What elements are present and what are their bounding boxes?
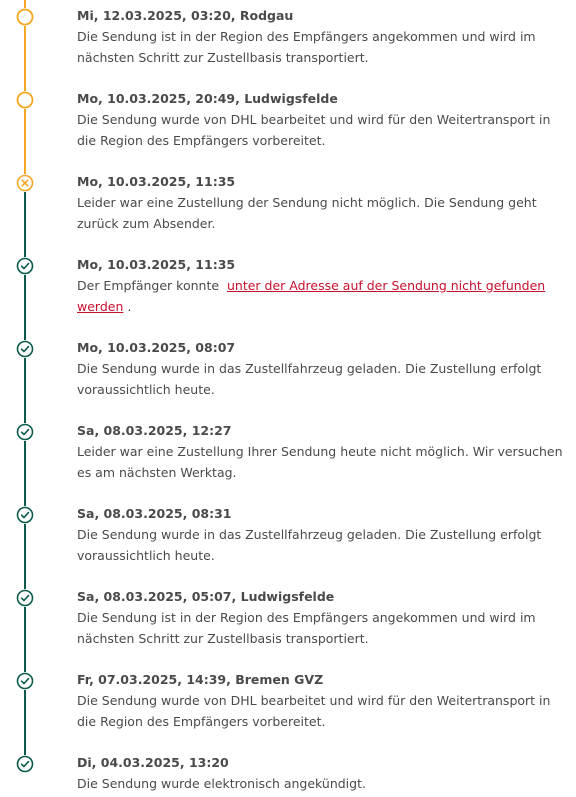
event-title: Mo, 10.03.2025, 20:49, Ludwigsfelde — [77, 91, 338, 106]
event-title: Mi, 12.03.2025, 03:20, Rodgau — [77, 8, 294, 23]
check-circle-icon — [16, 755, 34, 773]
event-title: Sa, 08.03.2025, 08:31 — [77, 506, 232, 521]
event-description: Leider war eine Zustellung der Sendung nicht möglich. Die Sendung geht zurück zum Absender. — [77, 195, 537, 231]
check-circle-icon — [16, 423, 34, 441]
event-description-text: Der Empfänger konnte — [77, 278, 220, 293]
event-title: Di, 04.03.2025, 13:20 — [77, 755, 229, 770]
event-description — [77, 275, 565, 317]
check-circle-icon — [16, 589, 34, 607]
event-description: Die Sendung wurde von DHL bearbeitet und wird für den Weitertransport in die Region des Empfängers vorbereitet. — [77, 693, 551, 729]
event-description: Leider war eine Zustellung Ihrer Sendung heute nicht möglich. Wir versuchen es am nächsten Werktag. — [77, 444, 563, 480]
event-title: Mo, 10.03.2025, 11:35 — [77, 174, 236, 189]
event-title: Mo, 10.03.2025, 08:07 — [77, 340, 236, 355]
x-circle-icon — [16, 174, 34, 192]
event-title: Mo, 10.03.2025, 11:35 — [77, 257, 236, 272]
event-description: Die Sendung ist in der Region des Empfängers angekommen und wird im nächsten Schritt zur Zustellbasis transportiert. — [77, 610, 536, 646]
event-description: Die Sendung wurde in das Zustellfahrzeug geladen. Die Zustellung erfolgt voraussichtlich heute. — [77, 527, 542, 563]
event-description: Die Sendung wurde in das Zustellfahrzeug geladen. Die Zustellung erfolgt voraussichtlich heute. — [77, 361, 542, 397]
event-description-end: . — [127, 299, 132, 314]
check-circle-icon — [16, 672, 34, 690]
circle-icon — [16, 8, 34, 26]
check-circle-icon — [16, 257, 34, 275]
event-title: Fr, 07.03.2025, 14:39, Bremen GVZ — [77, 672, 324, 687]
check-circle-icon — [16, 506, 34, 524]
event-title: Sa, 08.03.2025, 12:27 — [77, 423, 232, 438]
event-description: Die Sendung ist in der Region des Empfängers angekommen und wird im nächsten Schritt zur Zustellbasis transportiert. — [77, 29, 536, 65]
event-title: Sa, 08.03.2025, 05:07, Ludwigsfelde — [77, 589, 335, 604]
check-circle-icon — [16, 340, 34, 358]
circle-icon — [16, 91, 34, 109]
event-description: Die Sendung wurde elektronisch angekündigt. — [77, 776, 366, 791]
event-description: Die Sendung wurde von DHL bearbeitet und wird für den Weitertransport in die Region des Empfängers vorbereitet. — [77, 112, 551, 148]
address-not-found-link[interactable]: unter der Adresse auf der Sendung nicht gefunden werden — [77, 278, 546, 314]
